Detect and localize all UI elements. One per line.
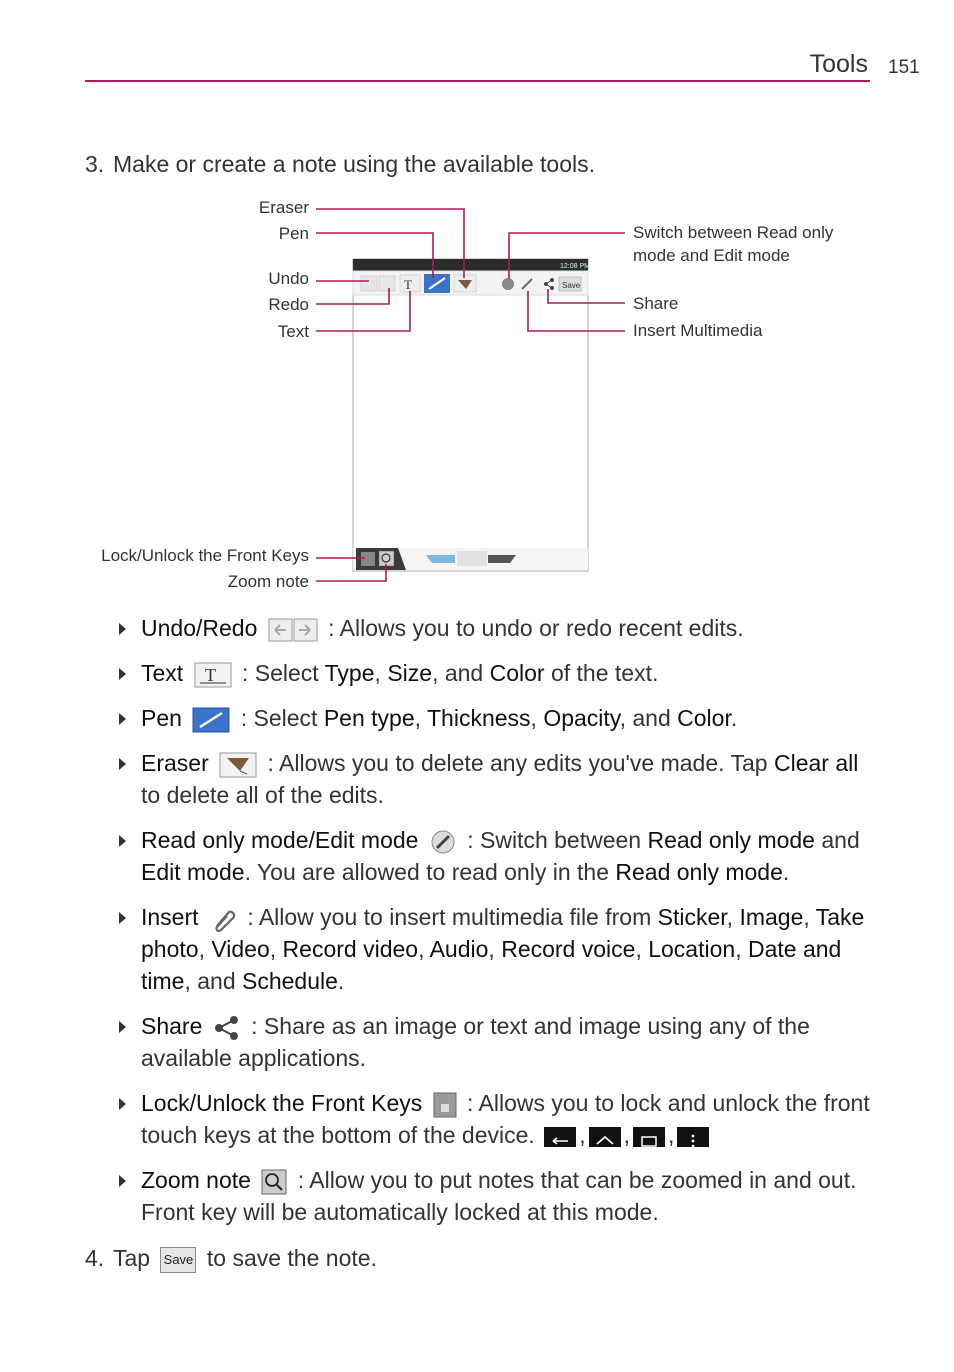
term-sticker: Sticker [657,904,727,930]
bullet-share [117,1010,877,1074]
undo-redo-icon [268,618,318,642]
term-video: Video [211,936,270,962]
label-insert-multimedia: Insert Multimedia [633,321,763,340]
bullet-arrow-icon [119,623,126,635]
eraser-pre: : Allows you to delete any edits you've made. Tap [267,750,774,776]
step-4 [85,1242,377,1274]
bullet-undo-redo [117,612,877,644]
term-read-only-mode: Read only mode [647,827,815,853]
term-type: Type [324,660,375,686]
term-zoom: Zoom note [141,1167,251,1193]
term-share: Share [141,1013,203,1039]
label-lock-front-keys: Lock/Unlock the Front Keys [101,546,309,565]
label-share: Share [633,294,679,313]
sep: and [814,827,860,853]
label-eraser: Eraser [258,198,309,217]
bullet-arrow-icon [119,1175,126,1187]
term-text: Text [141,660,184,686]
bullet-arrow-icon [119,713,126,725]
header-title: Tools [809,50,868,78]
header-rule [85,80,870,82]
bullet-insert: Insert : Allow you to insert multimedia file from Sticker, Image, Take photo, Video, Record video, Audio, Record voice, Location, Date and time, and Schedule. [117,901,877,997]
bullet-lock: Lock/Unlock the Front Keys : Allows you to lock and unlock the front touch keys at the bottom of the device. , , , [117,1087,877,1151]
text-post: of the text. [544,660,659,686]
bullet-pen [117,702,877,734]
phone-screen [353,259,588,571]
status-bar [353,259,588,271]
text-tool-icon [194,662,232,688]
save-icon: Save [160,1247,196,1273]
bullet-arrow-icon [119,668,126,680]
label-undo: Undo [268,269,309,288]
term-date-and-time: Date and time [141,936,842,994]
sep: , [530,705,544,731]
term-lock: Lock/Unlock the Front Keys [141,1090,423,1116]
term-audio: Audio [429,936,489,962]
back-key-icon [544,1127,576,1147]
home-key-icon [589,1127,621,1147]
bullet-arrow-icon [119,1021,126,1033]
sep: . You are allowed to read only in the [244,859,616,885]
term-color: Color [677,705,731,731]
bullet-read-mode [117,824,877,888]
term-thickness: Thickness [427,705,531,731]
recent-apps-key-icon [633,1127,665,1147]
label-zoom-note: Zoom note [227,572,309,591]
tool-descriptions [117,612,877,1241]
term-take-photo: Take photo [141,904,865,962]
desc-zoom: : Allow you to put notes that can be zoomed in and out. Front key will be automatically locked at this mode. [141,1167,857,1225]
term-read-only-mode: Read only mode [615,859,783,885]
label-text: Text [277,322,309,341]
term-clear-all: Clear all [773,750,859,776]
bullet-arrow-icon [119,835,126,847]
bullet-arrow-icon [119,758,126,770]
step4-post: to save the note. [206,1245,377,1271]
step-number: 3. [85,151,105,177]
term-pen-type: Pen type [323,705,415,731]
read-edit-mode-icon [429,829,457,855]
step-3 [85,148,595,180]
desc-lock: : Allows you to lock and unlock the front touch keys at the bottom of the device. [141,1090,870,1148]
pen-pre: : Select [240,705,324,731]
term-undo-redo: Undo/Redo [141,615,258,641]
term-record-voice: Record voice [501,936,636,962]
step4-pre: Tap [113,1245,151,1271]
svg-text:T: T [404,277,412,292]
term-record-video: Record video [282,936,419,962]
page-number: 151 [888,57,920,78]
step-number: 4. [85,1245,105,1271]
paperclip-icon [209,906,237,932]
eraser-icon [219,752,257,778]
desc-share: : Share as an image or text and image using any of the available applications. [141,1013,810,1071]
term-eraser: Eraser [141,750,209,776]
label-redo: Redo [268,295,309,314]
pen-post: . [730,705,738,731]
insert-pre: : Allow you to insert multimedia file from [247,904,658,930]
read-pre: : Switch between [467,827,648,853]
step-text: Make or create a note using the available tools. [113,151,596,177]
term-image: Image [739,904,804,930]
pen-icon [192,707,230,733]
share-icon [213,1015,241,1041]
bullet-arrow-icon [119,1098,126,1110]
bullet-zoom [117,1164,877,1228]
sep: , and [184,968,242,994]
term-color: Color [489,660,545,686]
toolbar-save-button: Save [562,281,581,290]
desc-undo-redo: : Allows you to undo or redo recent edits. [328,615,744,641]
sep: , and [432,660,490,686]
read-post: . [782,859,790,885]
lock-keys-icon [433,1092,457,1118]
term-edit-mode: Edit mode [141,859,245,885]
bullet-text [117,657,877,689]
term-pen: Pen [141,705,182,731]
sep: , and [619,705,678,731]
label-pen: Pen [278,224,309,243]
eraser-post: to delete all of the edits. [141,782,384,808]
menu-key-icon [677,1127,709,1147]
bullet-eraser [117,747,877,811]
insert-post: . [337,968,345,994]
sep: , [374,660,388,686]
term-insert: Insert [141,904,199,930]
term-schedule: Schedule [242,968,338,994]
text-pre: : Select [241,660,325,686]
svg-text:T: T [204,664,216,685]
label-switch-mode: Switch between Read only mode and Edit mode [633,223,834,265]
term-location: Location [648,936,736,962]
term-read-mode: Read only mode/Edit mode [141,827,419,853]
tool-diagram [0,190,954,600]
status-time: 12:08 PM [560,263,590,270]
term-opacity: Opacity [543,705,620,731]
zoom-icon [261,1169,287,1195]
term-size: Size [387,660,433,686]
sep: , [414,705,427,731]
bullet-arrow-icon [119,912,126,924]
